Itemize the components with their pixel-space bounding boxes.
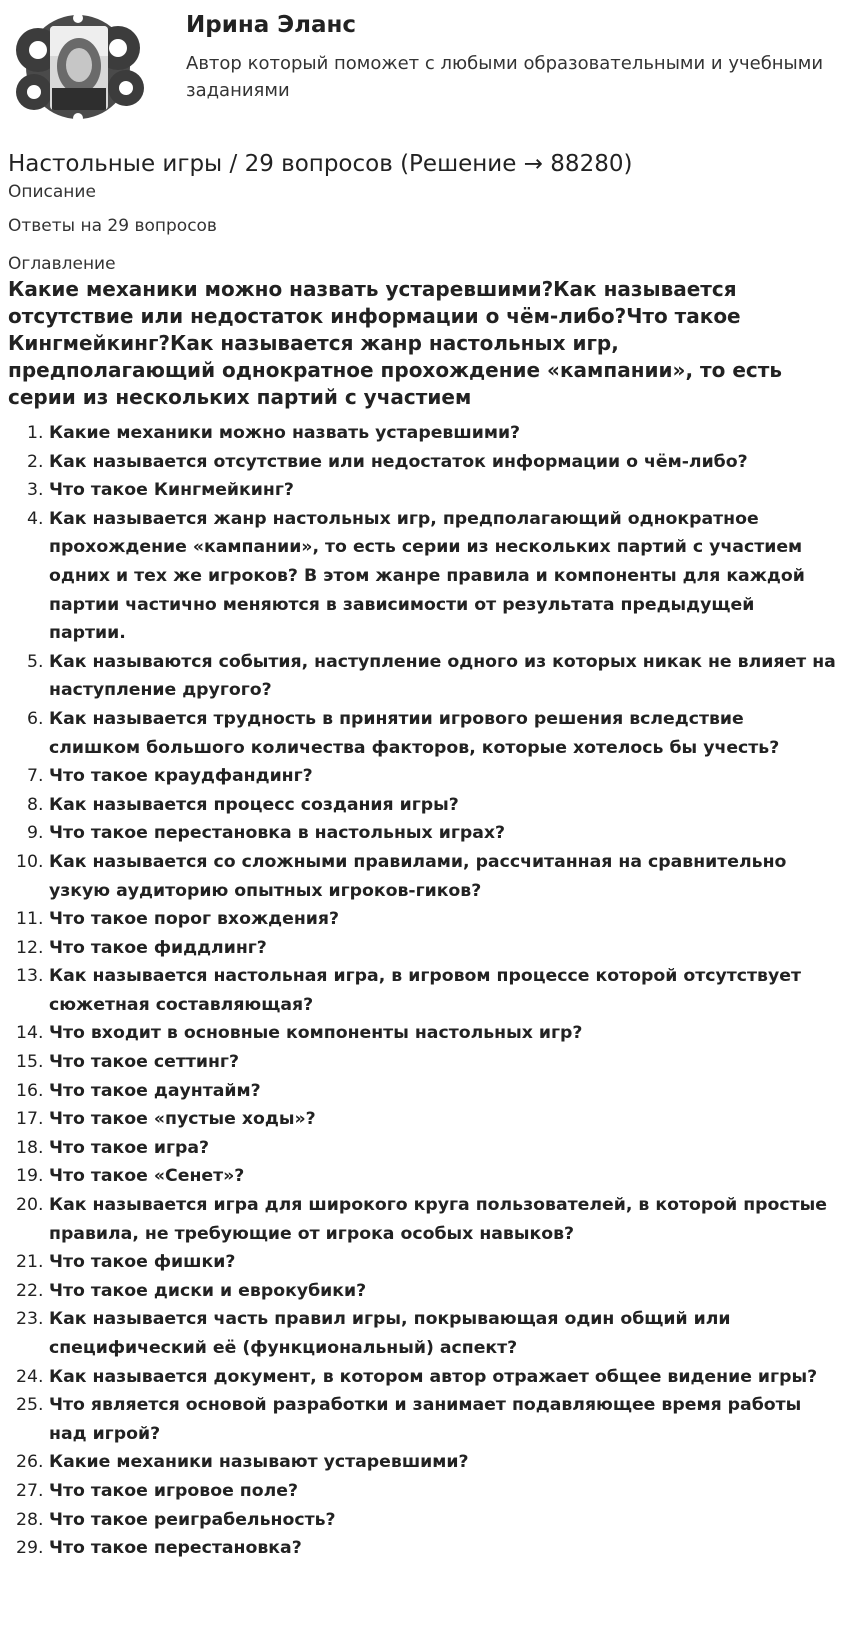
question-item: 5. Как называются события, наступление одного из которых никак не влияет на наступление другого? xyxy=(49,648,837,705)
question-item: 16. Что такое даунтайм? xyxy=(49,1077,837,1106)
question-item: 15. Что такое сеттинг? xyxy=(49,1048,837,1077)
question-item: 18. Что такое игра? xyxy=(49,1134,837,1163)
question-item: 29. Что такое перестановка? xyxy=(49,1534,837,1563)
author-card xyxy=(0,0,847,128)
question-item: 27. Что такое игровое поле? xyxy=(49,1477,837,1506)
question-item: 3. Что такое Кингмейкинг? xyxy=(49,476,837,505)
question-item: 24. Как называется документ, в котором автор отражает общее видение игры? xyxy=(49,1363,837,1392)
question-item: 17. Что такое «пустые ходы»? xyxy=(49,1105,837,1134)
question-item: 6. Как называется трудность в принятии игрового решения вследствие слишком большого количества факторов, которые хотелось бы учесть? xyxy=(49,705,837,762)
question-item: 1. Какие механики можно назвать устаревшими? xyxy=(49,419,837,448)
question-list xyxy=(0,419,847,1563)
question-item: 13. Как называется настольная игра, в игровом процессе которой отсутствует сюжетная составляющая? xyxy=(49,962,837,1019)
question-item: 21. Что такое фишки? xyxy=(49,1248,837,1277)
question-item: 22. Что такое диски и еврокубики? xyxy=(49,1277,837,1306)
document-body xyxy=(0,148,847,1563)
description-text: Ответы на 29 вопросов xyxy=(8,216,217,236)
question-item: 19. Что такое «Сенет»? xyxy=(49,1162,837,1191)
question-item: 8. Как называется процесс создания игры? xyxy=(49,791,837,820)
author-name[interactable]: Ирина Эланс xyxy=(186,12,357,38)
question-item: 4. Как называется жанр настольных игр, предполагающий однократное прохождение «кампании», то есть серии из нескольких партий с участием одних и тех же игроков? В этом жанре правила и компоненты для каждой партии частично меняются в зависимости от результата предыдущей партии. xyxy=(49,505,837,648)
question-item: 14. Что входит в основные компоненты настольных игр? xyxy=(49,1019,837,1048)
toc-summary: Какие механики можно назвать устаревшими?Как называется отсутствие или недостаток информации о чём-либо?Что такое Кингмейкинг?Как называется жанр настольных игр, предполагающий однократное прохождение «кампании», то есть серии из нескольких партий с участием xyxy=(8,277,782,409)
toc-label: Оглавление xyxy=(8,254,116,274)
question-item: 7. Что такое краудфандинг? xyxy=(49,762,837,791)
question-item: 2. Как называется отсутствие или недостаток информации о чём-либо? xyxy=(49,448,837,477)
question-item: 20. Как называется игра для широкого круга пользователей, в которой простые правила, не требующие от игрока особых навыков? xyxy=(49,1191,837,1248)
description-label: Описание xyxy=(8,182,96,202)
question-item: 28. Что такое реиграбельность? xyxy=(49,1506,837,1535)
question-item: 9. Что такое перестановка в настольных играх? xyxy=(49,819,837,848)
page-title: Настольные игры / 29 вопросов (Решение → 88280) xyxy=(8,151,633,177)
question-item: 26. Какие механики называют устаревшими? xyxy=(49,1448,837,1477)
author-description: Автор который поможет с любыми образовательными и учебными заданиями xyxy=(186,53,824,101)
question-item: 23. Как называется часть правил игры, покрывающая один общий или специфический её (функциональный) аспект? xyxy=(49,1305,837,1362)
question-item: 11. Что такое порог вхождения? xyxy=(49,905,837,934)
author-avatar[interactable] xyxy=(8,8,148,126)
question-item: 25. Что является основой разработки и занимает подавляющее время работы над игрой? xyxy=(49,1391,837,1448)
question-item: 12. Что такое фиддлинг? xyxy=(49,934,837,963)
question-item: 10. Как называется со сложными правилами, рассчитанная на сравнительно узкую аудиторию опытных игроков-гиков? xyxy=(49,848,837,905)
